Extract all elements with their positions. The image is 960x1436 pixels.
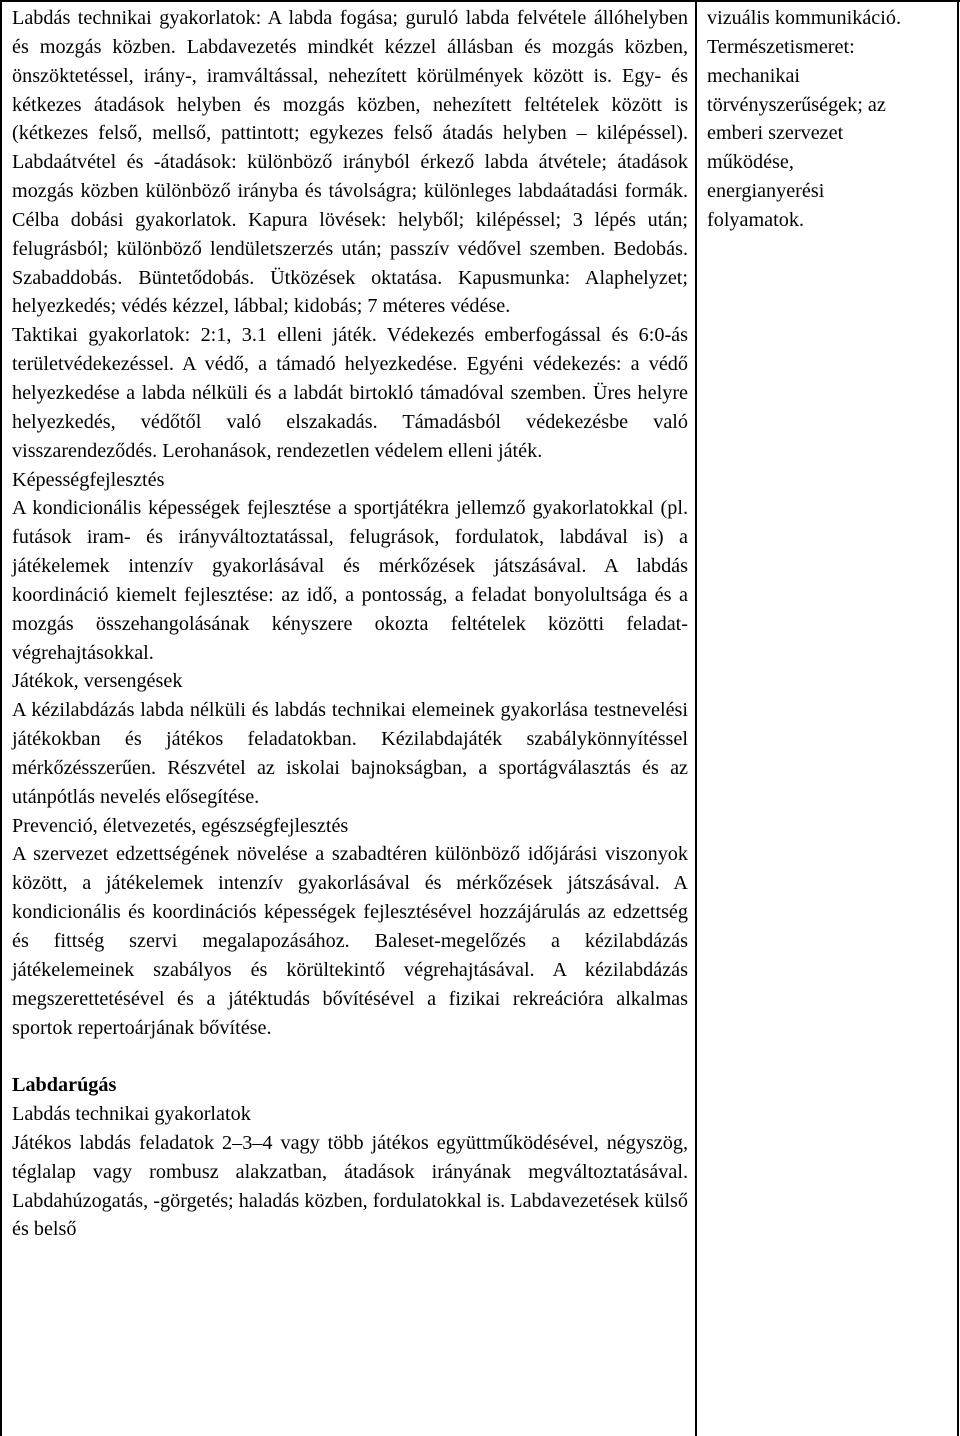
paragraph-spacer	[12, 1042, 688, 1071]
ability-development-heading: Képességfejlesztés	[12, 468, 165, 491]
prevention-heading: Prevenció, életvezetés, egészségfejlesztés	[12, 814, 349, 837]
main-content-cell	[12, 4, 688, 1244]
prevention-paragraph: A szervezet edzettségének növelése a szabadtéren különböző időjárási viszonyok között, a játékelemek intenzív gyakorlásával és mérkőzések játszásával. A kondicionális és koordinációs képességek fejlesztésével hozzájárulás az edzettség és fittség szervi megalapozásához. Baleset-megelőzés a kézilabdázás játékelemeinek szabályos és körültekintő végrehajtásával. A kézilabdázás megszerettetésével és a játéktudás bővítésével a fizikai rekreációra alkalmas sportok repertoárjának bővítése.	[12, 843, 688, 1039]
side-line-2: Természetismeret:	[707, 35, 855, 58]
games-competitions-paragraph: A kézilabdázás labda nélküli és labdás technikai elemeinek gyakorlása testnevelési játékokban és játékos feladatokban. Kézilabdajáték szabálykönnyítéssel mérkőzésszerűen. Részvétel az iskolai bajnokságban, a sportágválasztás és az utánpótlás nevelés elősegítése.	[12, 699, 688, 808]
technical-exercises-paragraph: Labdás technikai gyakorlatok: A labda fogása; guruló labda felvétele állóhelyben és mozgás közben. Labdavezetés mindkét kézzel állásban és mozgás közben, önszöktetéssel, irány-, iramváltással, nehezített körülmények között is. Egy- és kétkezes átadások helyben és mozgás közben, nehezített feltételek között is (kétkezes felső, mellső, pattintott; egykezes felső átadás helyben – kilépéssel). Labdaátvétel és -átadások: különböző irányból érkező labda átvétele; átadások mozgás közben különböző irányba és távolságra; különleges labdaátadási formák. Célba dobási gyakorlatok. Kapura lövések: helyből; kilépéssel; 3 lépés után; felugrásból; különböző lendületszerzés után; passzív védővel szemben. Bedobás. Szabaddobás. Büntetődobás. Ütközések oktatása. Kapusmunka: Alaphelyzet; helyezkedés; védés kézzel, lábbal; kidobás; 7 méteres védése.	[12, 7, 688, 318]
ability-development-paragraph: A kondicionális képességek fejlesztése a sportjátékra jellemző gyakorlatokkal (pl. futások iram- és irányváltoztatással, felugrások, fordulatok, labdával is) a játékelemek intenzív gyakorlásával és mérkőzések játszásával. A labdás koordináció kiemelt fejlesztése: az idő, a pontosság, a feladat bonyolultsága és a mozgás összehangolásának kényszere okozta feltételek közötti feladat-végrehajtásokkal.	[12, 497, 688, 664]
side-line-8: folyamatok.	[707, 208, 804, 231]
side-line-4: törvényszerűségek; az	[707, 93, 886, 116]
games-competitions-heading: Játékok, versengések	[12, 670, 183, 693]
side-line-1: vizuális kommunikáció.	[707, 7, 901, 29]
side-line-5: emberi szervezet	[707, 122, 844, 145]
side-line-7: energianyerési	[707, 180, 825, 203]
tactical-exercises-paragraph: Taktikai gyakorlatok: 2:1, 3.1 elleni játék. Védekezés emberfogással és 6:0-ás területvédekezéssel. A védő, a támadó helyezkedése. Egyéni védekezés: a védő helyezkedése a labda nélküli és a labdát birtokló támadóval szemben. Üres helyre helyezkedés, védőtől való elszakadás. Támadásból védekezésbe való visszarendeződés. Lerohanások, rendezetlen védelem elleni játék.	[12, 324, 688, 462]
table-top-border	[0, 0, 960, 2]
football-technical-heading: Labdás technikai gyakorlatok	[12, 1103, 251, 1126]
side-line-6: működése,	[707, 151, 794, 174]
side-line-3: mechanikai	[707, 64, 801, 87]
table-right-border	[957, 0, 959, 1436]
section-heading: Labdarúgás	[12, 1074, 117, 1097]
cross-curricular-cell	[707, 4, 951, 235]
table-column-divider	[695, 0, 697, 1436]
football-technical-paragraph: Játékos labdás feladatok 2–3–4 vagy több játékos együttműködésével, négyszög, téglalap vagy rombusz alakzatban, átadások irányának megváltoztatásával. Labdahúzogatás, -görgetés; haladás közben, fordulatokkal is. Labdavezetések külső és belső	[12, 1131, 688, 1241]
table-left-border	[0, 0, 2, 1436]
